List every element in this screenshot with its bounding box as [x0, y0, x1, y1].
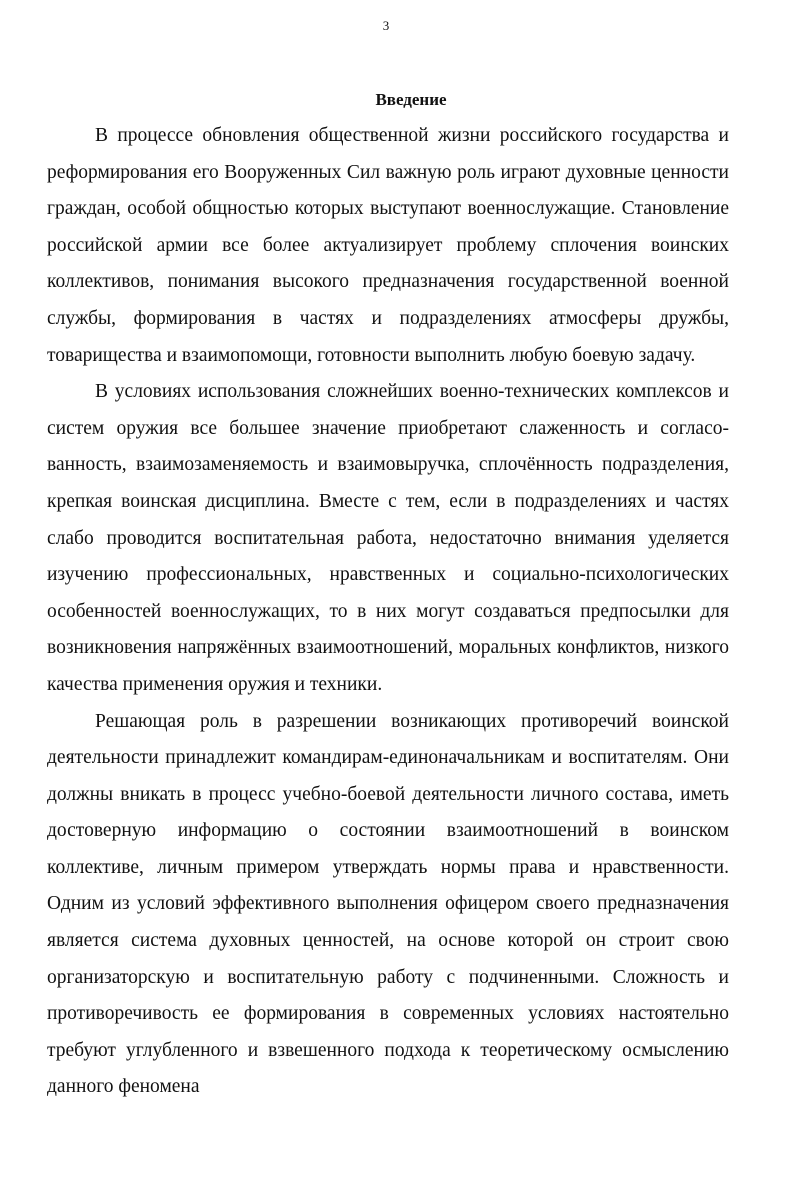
section-heading: Введение — [375, 90, 447, 109]
body-text — [47, 118, 729, 1106]
paragraph-3: Решающая роль в разрешении возникающих противоречий воинской деятельности принадлежит командирам-единоначальникам и воспитателям. Они должны вникать в процесс учебно-боевой деятельности личного состава, иметь достоверную информацию о состоянии взаимоотношений в воинском коллективе, личным примером утверждать нормы права и нравственности. Одним из условий эффективного выполнения офицером своего предназначения является система духовных ценностей, на основе которой он строит свою организаторскую и воспитательную работу с подчиненными. Сложность и противоречивость ее формирования в современных условиях настоятельно требуют углубленного и взвешенного подхода к теоретическому осмыслению данного феномена — [47, 710, 729, 1098]
page-number: 3 — [382, 18, 390, 33]
paragraph-2: В условиях использования сложнейших военно-технических комплексов и систем оружия все большее значение приобретают слаженность и согласованность, взаимозаменяемость и взаимовыручка, сплочённость подразделения, крепкая воинская дисциплина. Вместе с тем, если в подразделениях и частях слабо проводится воспитательная работа, недостаточно внимания уделяется изучению профессиональных, нравственных и социально-психологических особенностей военнослужащих, то в них могут создаваться предпосылки для возникновения напряжённых взаимоотношений, моральных конфликтов, низкого качества применения оружия и техники. — [47, 381, 729, 695]
paragraph-1: В процессе обновления общественной жизни российского государства и реформирования его Вооруженных Сил важную роль играют духовные ценности граждан, особой общностью которых выступают военнослужащие. Становление российской армии все более актуализирует проблему сплочения воинских коллективов, понимания высокого предназначения государственной военной службы, формирования в частях и подразделениях атмосферы дружбы, товарищества и взаимопомощи, готовности выполнить любую боевую задачу. — [47, 125, 729, 366]
